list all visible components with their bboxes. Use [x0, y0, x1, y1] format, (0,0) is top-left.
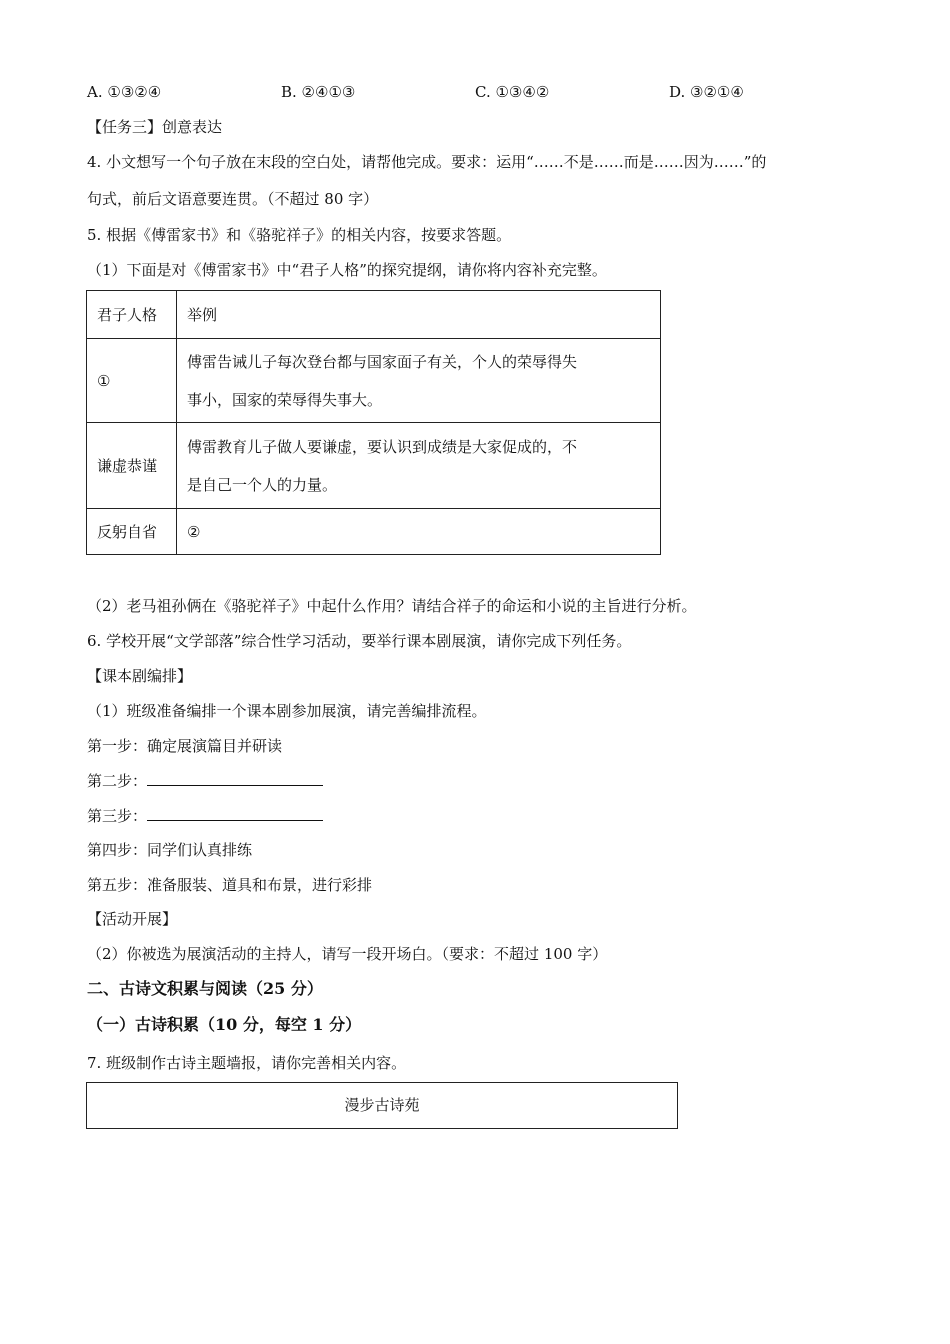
- question-5-2: （2）老马祖孙俩在《骆驼祥子》中起什么作用？请结合祥子的命运和小说的主旨进行分析。: [87, 597, 697, 615]
- question-5: 5. 根据《傅雷家书》和《骆驼祥子》的相关内容，按要求答题。: [87, 226, 512, 244]
- step-1: 第一步：确定展演篇目并研读: [87, 737, 283, 755]
- table-cell-example: 傅雷告诫儿子每次登台都与国家面子有关，个人的荣辱得失 事小，国家的荣辱得失事大。: [177, 339, 661, 423]
- question-5-1: （1）下面是对《傅雷家书》中“君子人格”的探究提纲，请你将内容补充完整。: [87, 261, 607, 279]
- step-3-label: 第三步：: [87, 807, 148, 825]
- table-cell-trait: 反躬自省: [87, 509, 177, 555]
- wall-poster-box: [86, 1082, 678, 1129]
- step-4: 第四步：同学们认真排练: [87, 841, 253, 859]
- table-header-trait: 君子人格: [87, 291, 177, 339]
- question-7: 7. 班级制作古诗主题墙报，请你完善相关内容。: [87, 1054, 407, 1072]
- question-4-line1: 4. 小文想写一个句子放在末段的空白处，请帮他完成。要求：运用“……不是……而是……因为……”的: [87, 153, 767, 171]
- table-cell-example: 傅雷教育儿子做人要谦虚，要认识到成绩是大家促成的，不 是自己一个人的力量。: [177, 423, 661, 509]
- option-a: A. ①③②④: [87, 83, 162, 101]
- step-2-blank[interactable]: [147, 770, 323, 786]
- table-header-row: [87, 291, 661, 339]
- activity-heading: 【活动开展】: [87, 910, 178, 928]
- table-row: [87, 339, 661, 423]
- table-cell-example: ②: [177, 509, 661, 555]
- question-4-line2: 句式，前后文语意要连贯。（不超过 80 字）: [87, 190, 379, 208]
- option-c: C. ①③④②: [475, 83, 550, 101]
- option-d: D. ③②①④: [669, 83, 744, 101]
- section-2-heading: 二、古诗文积累与阅读（25 分）: [87, 979, 323, 998]
- table-row: [87, 423, 661, 509]
- table-row: [87, 509, 661, 555]
- table-cell-trait: ①: [87, 339, 177, 423]
- question-6-2: （2）你被选为展演活动的主持人，请写一段开场白。（要求：不超过 100 字）: [87, 945, 608, 963]
- section-2-1-heading: （一）古诗积累（10 分，每空 1 分）: [87, 1015, 362, 1034]
- table-header-example: 举例: [177, 291, 661, 339]
- step-2-label: 第二步：: [87, 772, 148, 790]
- wall-poster-title: 漫步古诗苑: [344, 1096, 420, 1114]
- step-5: 第五步：准备服装、道具和布景，进行彩排: [87, 876, 373, 894]
- drama-heading: 【课本剧编排】: [87, 667, 193, 685]
- option-b: B. ②④①③: [281, 83, 356, 101]
- step-2: [87, 770, 323, 791]
- question-6-1: （1）班级准备编排一个课本剧参加展演，请完善编排流程。: [87, 702, 487, 720]
- table-cell-trait: 谦虚恭谨: [87, 423, 177, 509]
- gentleman-character-table: [86, 290, 661, 555]
- step-3: [87, 805, 323, 826]
- question-6: 6. 学校开展“文学部落”综合性学习活动，要举行课本剧展演，请你完成下列任务。: [87, 632, 632, 650]
- task3-heading: 【任务三】创意表达: [87, 118, 223, 136]
- step-3-blank[interactable]: [147, 805, 323, 821]
